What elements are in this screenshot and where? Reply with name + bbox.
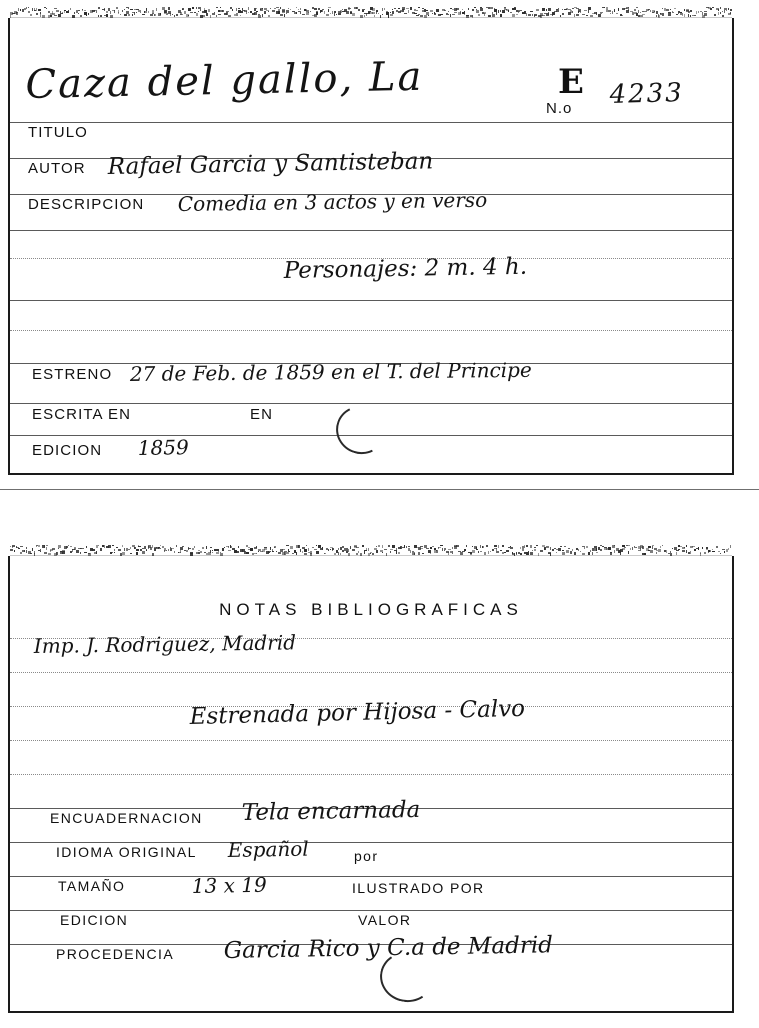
- field-label-en: EN: [250, 406, 274, 423]
- card-title-handwritten: Caza del gallo, La: [25, 53, 424, 108]
- field-label-escrita-en: ESCRITA EN: [32, 406, 132, 423]
- field-value-estreno: 27 de Feb. de 1859 en el T. del Principe: [129, 357, 532, 386]
- field-label-valor: VALOR: [358, 912, 412, 928]
- rule-line: [10, 330, 732, 331]
- rule-line: [10, 842, 732, 843]
- field-label-encuadernacion: ENCUADERNACION: [50, 810, 203, 826]
- field-value-personajes: Personajes: 2 m. 4 h.: [283, 253, 528, 284]
- field-label-titulo: TITULO: [28, 124, 88, 141]
- field-label-descripcion: DESCRIPCION: [28, 196, 145, 213]
- scan-separator: [0, 489, 759, 490]
- field-value-autor: Rafael Garcia y Santisteban: [107, 148, 434, 180]
- rule-line: [10, 876, 732, 877]
- rule-line: [10, 740, 732, 741]
- catalogue-card-back: [8, 556, 734, 1013]
- card-number-value: 4233: [609, 78, 685, 110]
- rule-line: [10, 774, 732, 775]
- note-line-2: Estrenada por Hijosa - Calvo: [189, 695, 526, 730]
- notes-heading: NOTAS BIBLIOGRAFICAS: [219, 600, 523, 619]
- field-label-por: por: [354, 848, 379, 864]
- rule-line: [10, 230, 732, 231]
- rule-line: [10, 122, 732, 123]
- field-value-edicion: 1859: [137, 435, 189, 460]
- note-line-1: Imp. J. Rodriguez, Madrid: [33, 630, 297, 658]
- catalogue-card-front: [8, 18, 734, 475]
- rule-line: [10, 910, 732, 911]
- field-label-tamano: TAMAÑO: [58, 878, 126, 894]
- field-value-idioma-original: Español: [227, 836, 309, 862]
- rule-line: [10, 300, 732, 301]
- field-label-edicion-back: EDICION: [60, 912, 129, 928]
- rule-line: [10, 403, 732, 404]
- field-value-tamano: 13 x 19: [191, 872, 267, 898]
- torn-top-edge-front: [10, 5, 732, 19]
- ink-blot: [330, 399, 392, 460]
- series-mark: E: [558, 62, 584, 102]
- field-label-idioma-original: IDIOMA ORIGINAL: [56, 844, 197, 860]
- field-value-encuadernacion: Tela encarnada: [241, 796, 421, 826]
- rule-line: [10, 672, 732, 673]
- torn-top-edge-back: [10, 543, 732, 557]
- field-value-descripcion: Comedia en 3 actos y en verso: [177, 187, 488, 216]
- field-label-estreno: ESTRENO: [32, 366, 113, 383]
- field-label-autor: AUTOR: [28, 160, 86, 177]
- field-label-edicion: EDICION: [32, 442, 103, 459]
- field-value-procedencia: Garcia Rico y C.a de Madrid: [223, 932, 554, 964]
- field-label-ilustrado-por: ILUSTRADO POR: [352, 880, 485, 896]
- number-label: N.o: [546, 100, 573, 117]
- field-label-procedencia: PROCEDENCIA: [56, 946, 175, 962]
